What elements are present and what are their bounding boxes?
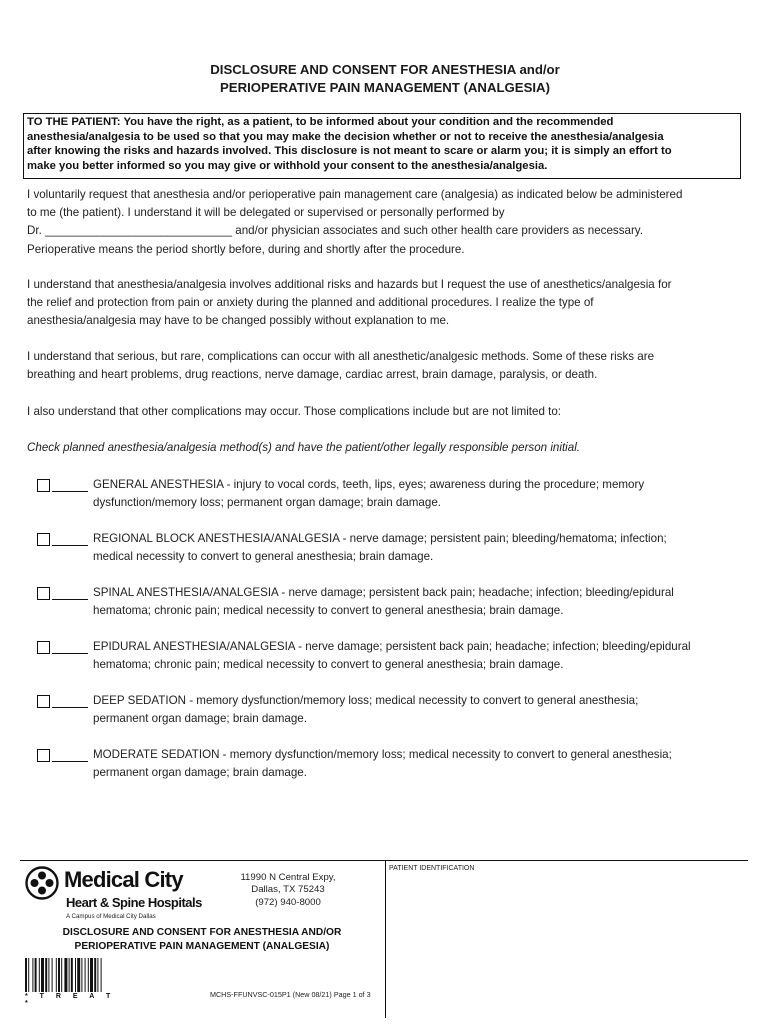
- address-line-2: Dallas, TX 75243: [251, 884, 325, 896]
- barcode-caption: * T R E A T *: [25, 993, 116, 1007]
- footer-title-line-1: DISCLOSURE AND CONSENT FOR ANESTHESIA AND/OR: [62, 927, 342, 938]
- epidural-anesthesia-line-2: hematoma; chronic pain; medical necessity to convert to general anesthesia; brain damage.: [93, 658, 564, 672]
- notice-line-4: make you better informed so you may give or withhold your consent to the anesthesia/analgesia.: [27, 159, 548, 172]
- address-line-1: 11990 N Central Expy,: [240, 872, 336, 883]
- request-paragraph: [27, 186, 747, 259]
- moderate-sedation-checkbox[interactable]: [37, 749, 50, 762]
- moderate-sedation-line-1: MODERATE SEDATION - memory dysfunction/memory loss; medical necessity to convert to general anesthesia;: [93, 748, 672, 761]
- general-anesthesia-line-2: dysfunction/memory loss; permanent organ damage; brain damage.: [93, 496, 441, 510]
- medical-city-logo-icon: [25, 866, 59, 900]
- document-title: [0, 61, 770, 97]
- regional-block-checkbox[interactable]: [37, 533, 50, 546]
- regional-block-initial-line[interactable]: [52, 545, 88, 546]
- title-line-2: PERIOPERATIVE PAIN MANAGEMENT (ANALGESIA): [220, 80, 550, 95]
- notice-line-1: TO THE PATIENT: You have the right, as a patient, to be informed about your condition and the recommended: [27, 116, 614, 128]
- hospital-address: [238, 872, 338, 909]
- form-code: MCHS-FFUNVSC-015P1 (New 08/21) Page 1 of 3: [210, 990, 371, 999]
- risks-line-3: anesthesia/analgesia may have to be changed possibly without explanation to me.: [27, 314, 450, 328]
- patient-identification-label: PATIENT IDENTIFICATION: [389, 865, 475, 872]
- title-line-1: DISCLOSURE AND CONSENT FOR ANESTHESIA and/or: [210, 62, 560, 77]
- option-regional-block: [37, 530, 747, 570]
- deep-sedation-initial-line[interactable]: [52, 707, 88, 708]
- option-moderate-sedation: [37, 746, 747, 786]
- option-spinal-anesthesia: [37, 584, 747, 624]
- complications-paragraph: [27, 348, 747, 384]
- footer-vertical-divider: [385, 860, 386, 1018]
- instruction-text: Check planned anesthesia/analgesia method(s) and have the patient/other legally responsible person initial.: [27, 441, 580, 454]
- complications-line-2: breathing and heart problems, drug reactions, nerve damage, cardiac arrest, brain damage, paralysis, or death.: [27, 368, 598, 382]
- notice-line-3: after knowing the risks and hazards involved. This disclosure is not meant to scare or alarm you; it is simply an effort to: [27, 145, 672, 158]
- general-anesthesia-checkbox[interactable]: [37, 479, 50, 492]
- spinal-anesthesia-line-2: hematoma; chronic pain; medical necessity to convert to general anesthesia; brain damage.: [93, 604, 564, 618]
- moderate-sedation-initial-line[interactable]: [52, 761, 88, 762]
- request-line-1: I voluntarily request that anesthesia and/or perioperative pain management care (analgesia) as indicated below be administered: [27, 188, 683, 201]
- patient-notice-box: [23, 113, 741, 179]
- deep-sedation-checkbox[interactable]: [37, 695, 50, 708]
- spinal-anesthesia-checkbox[interactable]: [37, 587, 50, 600]
- epidural-anesthesia-line-1: EPIDURAL ANESTHESIA/ANALGESIA - nerve damage; persistent back pain; headache; infection; bleeding/epidural: [93, 640, 691, 653]
- logo-campus-text: A Campus of Medical City Dallas: [66, 913, 156, 920]
- risks-line-1: I understand that anesthesia/analgesia involves additional risks and hazards but I request the use of anesthetics/analgesia for: [27, 278, 672, 291]
- option-epidural-anesthesia: [37, 638, 747, 678]
- epidural-anesthesia-initial-line[interactable]: [52, 653, 88, 654]
- option-deep-sedation: [37, 692, 747, 732]
- spinal-anesthesia-line-1: SPINAL ANESTHESIA/ANALGESIA - nerve damage; persistent back pain; headache; infection; bleeding/epidural: [93, 586, 674, 599]
- footer-divider: [20, 860, 748, 861]
- other-complications-text: I also understand that other complications may occur. Those complications include but are not limited to:: [27, 405, 562, 418]
- risks-line-2: the relief and protection from pain or anxiety during the planned and additional procedures. I realize the type of: [27, 296, 594, 310]
- spinal-anesthesia-initial-line[interactable]: [52, 599, 88, 600]
- footer-document-title: [25, 926, 379, 954]
- request-line-2: to me (the patient). I understand it will be delegated or supervised or personally performed by: [27, 206, 505, 220]
- deep-sedation-line-1: DEEP SEDATION - memory dysfunction/memory loss; medical necessity to convert to general anesthesia;: [93, 694, 639, 707]
- regional-block-line-1: REGIONAL BLOCK ANESTHESIA/ANALGESIA - nerve damage; persistent pain; bleeding/hematoma; infection;: [93, 532, 667, 545]
- request-line-4: Perioperative means the period shortly before, during and shortly after the procedure.: [27, 242, 465, 256]
- notice-line-2: anesthesia/analgesia to be used so that you may make the decision whether or not to receive the anesthesia/analgesia: [27, 130, 664, 143]
- general-anesthesia-initial-line[interactable]: [52, 491, 88, 492]
- address-phone: (972) 940-8000: [255, 896, 321, 908]
- footer-title-line-2: PERIOPERATIVE PAIN MANAGEMENT (ANALGESIA): [74, 941, 330, 952]
- epidural-anesthesia-checkbox[interactable]: [37, 641, 50, 654]
- barcode-image: [25, 958, 129, 992]
- complications-line-1: I understand that serious, but rare, complications can occur with all anesthetic/analgesic methods. Some of these risks are: [27, 350, 655, 363]
- option-general-anesthesia: [37, 476, 747, 516]
- request-line-3[interactable]: Dr. _____________________________ and/or physician associates and such other health care providers as necessary.: [27, 224, 643, 238]
- logo-name: Medical City: [64, 867, 183, 892]
- risks-paragraph: [27, 276, 747, 331]
- general-anesthesia-line-1: GENERAL ANESTHESIA - injury to vocal cords, teeth, lips, eyes; awareness during the procedure; memory: [93, 478, 645, 491]
- moderate-sedation-line-2: permanent organ damage; brain damage.: [93, 766, 307, 780]
- logo-subtitle: Heart & Spine Hospitals: [66, 895, 202, 910]
- deep-sedation-line-2: permanent organ damage; brain damage.: [93, 712, 307, 726]
- regional-block-line-2: medical necessity to convert to general anesthesia; brain damage.: [93, 550, 434, 564]
